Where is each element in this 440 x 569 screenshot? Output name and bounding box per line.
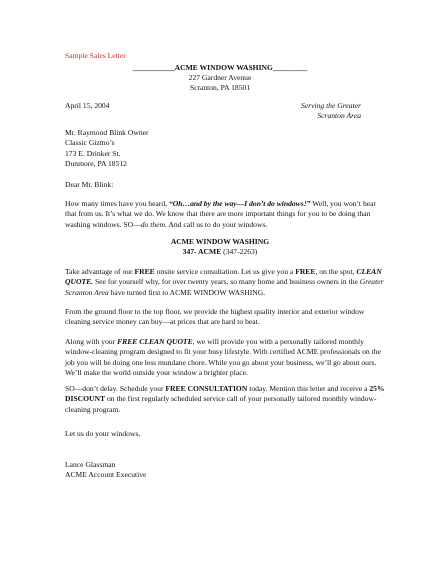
address-line-2: Scranton, PA 18501	[189, 83, 251, 92]
p1-quote: “Oh…and by the way—I don’t do windows!”	[168, 199, 311, 208]
recipient-address	[65, 128, 149, 170]
center-phone	[0, 247, 440, 257]
p5-text: today. Mention this letter and receive a	[247, 384, 370, 393]
signature-name: Lance Glassman	[65, 460, 116, 469]
p2-free: FREE	[295, 267, 316, 276]
p1-emphasis: do them	[140, 219, 165, 229]
paragraph-1	[65, 199, 385, 230]
p2-text: Take advantage of our	[65, 267, 135, 276]
p1-text: Well, you won’t hear that from us. It’s what we do. We know that there are more important things for you to be doing than washing windows. SO—	[65, 199, 377, 229]
company-heading: ___________ACME WINDOW WASHING_________	[132, 63, 308, 72]
paragraph-2	[65, 267, 385, 298]
p5-free-consultation: FREE CONSULTATION	[165, 384, 248, 393]
letter-date: April 15, 2004	[65, 101, 110, 110]
p1-text: How many times have you heard,	[65, 199, 169, 208]
p1-text: . And call us to do your windows.	[165, 219, 268, 229]
tagline-line-1: Serving the Greater	[300, 101, 361, 110]
address-line-1: 227 Gardner Avenue	[188, 73, 252, 82]
recipient-line: Classic Gizmo’s	[65, 138, 115, 148]
tagline-line-2: Scranton Area	[317, 111, 361, 121]
signature-title: ACME Account Executive	[65, 470, 147, 480]
phone-word: 347- ACME	[182, 247, 222, 257]
center-block	[0, 237, 440, 258]
recipient-line: Dunmore, PA 18512	[65, 159, 127, 169]
p5-discount: 25% DISCOUNT	[65, 384, 385, 404]
p5-text: on the first regularly scheduled service call of your personally tailored monthly window-cleaning program.	[65, 394, 377, 414]
p4-text: , we will provide you with a personally tailored monthly window-cleaning program designed to fit your busy lifestyle. With certified ACME professionals on the job you will be doing one less mundane chore. While you go about your business, we’ll go about ours. We’ll make the world outside your window a brighter place.	[65, 337, 381, 378]
phone-number: (347-2263)	[221, 247, 258, 257]
p2-text: have turned first to ACME WINDOW WASHING.	[108, 287, 266, 297]
sample-label: Sample Sales Letter	[65, 51, 126, 60]
recipient-line: Mr. Raymond Blink Owner	[65, 128, 149, 137]
closing: Let us do your windows,	[65, 429, 141, 438]
paragraph-3: From the ground floor to the top floor, we provide the highest quality interior and exterior window cleaning service money can buy—at prices that are hard to beat.	[65, 307, 365, 327]
p4-clean-quote: FREE CLEAN QUOTE	[117, 337, 193, 346]
paragraph-5	[65, 384, 385, 415]
p2-text: See for yourself why, for over twenty years, so many home and business owners in the	[93, 277, 360, 287]
p2-clean-quote: CLEAN QUOTE.	[65, 267, 382, 287]
signature-block	[65, 460, 146, 481]
paragraph-4	[65, 337, 385, 379]
p5-text: SO—don’t delay. Schedule your	[65, 384, 166, 393]
salutation: Dear Mr. Blink:	[65, 180, 114, 189]
p2-text: , on the spot,	[315, 267, 357, 276]
p2-text: onsite service consultation. Let us give you a	[154, 267, 296, 276]
p2-area: Greater Scranton Area	[65, 277, 384, 297]
p4-text: Along with your	[65, 337, 118, 346]
p2-free: FREE	[134, 267, 155, 276]
recipient-line: 173 E. Drinker St.	[65, 148, 121, 158]
tagline	[240, 101, 361, 122]
center-company-name: ACME WINDOW WASHING	[170, 237, 270, 246]
